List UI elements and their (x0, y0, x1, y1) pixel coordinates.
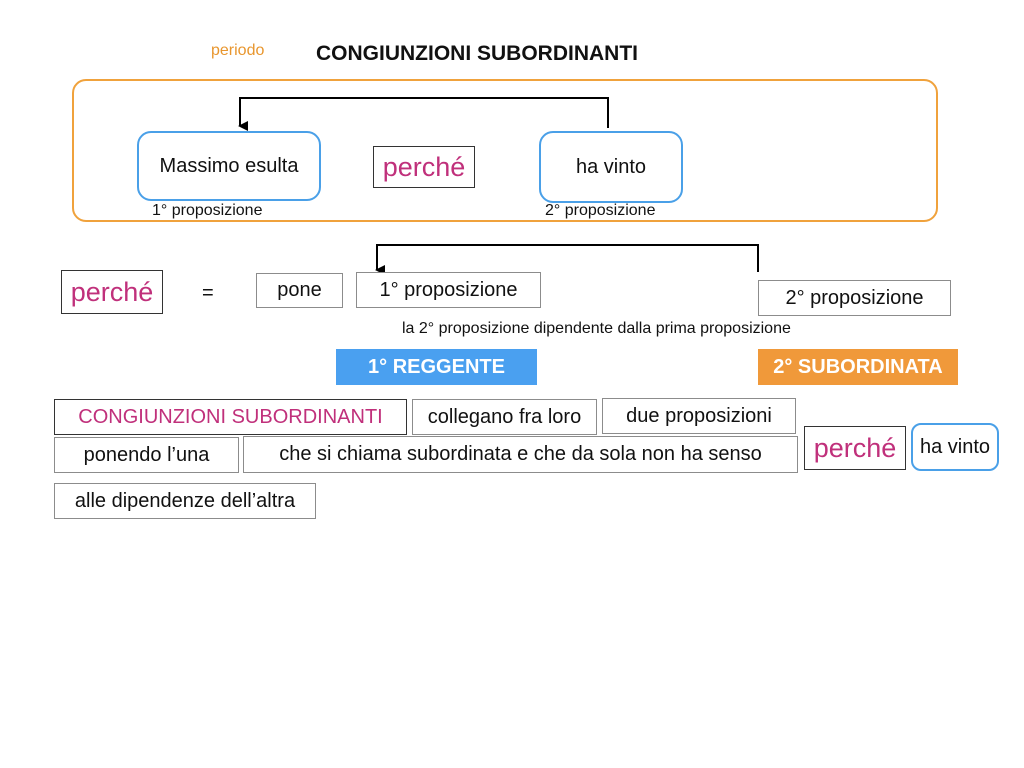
rule-tile-collegano[interactable]: collegano fra loro (412, 399, 597, 435)
rule-tile-subordinata[interactable]: che si chiama subordinata e che da sola non ha senso (243, 436, 798, 473)
equals-sign: = (202, 282, 214, 304)
caption-second-clause: 2° proposizione (545, 202, 656, 219)
rule-tile-dipendenze[interactable]: alle dipendenze dell’altra (54, 483, 316, 519)
conjunction-box: perché (373, 146, 475, 188)
definition-dependency-arrow (377, 245, 758, 272)
page-title: CONGIUNZIONI SUBORDINANTI (316, 42, 638, 65)
clause-main: Massimo esulta (137, 131, 321, 201)
rule-tile-ha-vinto[interactable]: ha vinto (911, 423, 999, 471)
rule-tile-due-proposizioni[interactable]: due proposizioni (602, 398, 796, 434)
caption-first-clause: 1° proposizione (152, 202, 263, 219)
first-clause-box: 1° proposizione (356, 272, 541, 308)
clause-subordinate: ha vinto (539, 131, 683, 203)
reggente-banner: 1° REGGENTE (336, 349, 537, 385)
rule-tile-ponendo[interactable]: ponendo l’una (54, 437, 239, 473)
dependency-note: la 2° proposizione dipendente dalla prima proposizione (402, 320, 791, 337)
verb-box: pone (256, 273, 343, 308)
period-label: periodo (211, 42, 265, 59)
definition-conjunction-box: perché (61, 270, 163, 314)
second-clause-box: 2° proposizione (758, 280, 951, 316)
rule-tile-congiunzioni[interactable]: CONGIUNZIONI SUBORDINANTI (54, 399, 407, 435)
rule-tile-perche[interactable]: perché (804, 426, 906, 470)
subordinata-banner: 2° SUBORDINATA (758, 349, 958, 385)
